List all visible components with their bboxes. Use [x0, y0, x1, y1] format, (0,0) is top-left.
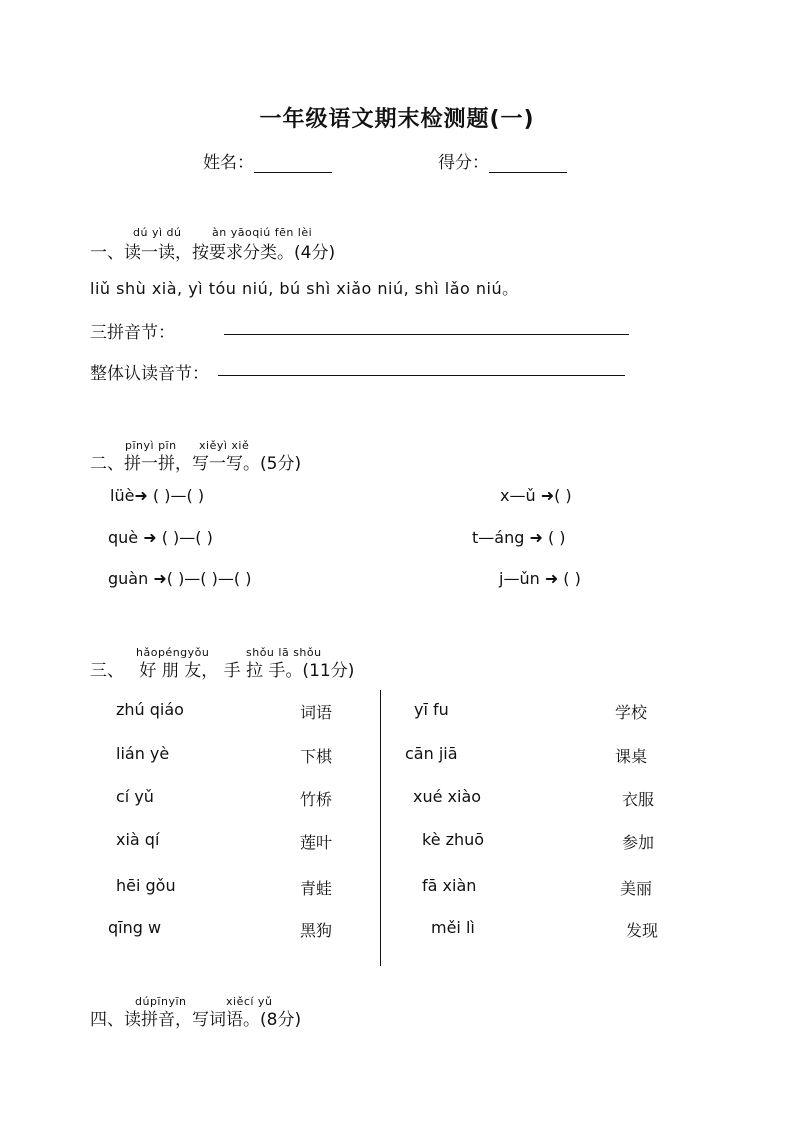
column-divider — [380, 690, 381, 966]
score-field — [438, 148, 567, 173]
section4-pinyin-du: dúpīnyīn — [135, 995, 187, 1008]
right-word: 衣服 — [622, 790, 655, 809]
section2-item-3: què ➜ ( )—( ) — [108, 528, 213, 547]
section1-sentence: liǔ shù xià, yì tóu niú, bú shì xiǎo niú, shì lǎo niú。 — [90, 279, 519, 298]
name-field — [203, 148, 332, 173]
section4-pinyin-xie: xiěcí yǔ — [226, 995, 273, 1008]
right-pinyin: cān jiā — [405, 744, 458, 763]
section3-heading-tail: 。(11分) — [285, 661, 355, 681]
section4-heading: 四、读拼音，写词语。(8分) — [90, 1010, 302, 1030]
section1-row2-blank[interactable] — [218, 375, 625, 376]
section1-row1-blank[interactable] — [224, 334, 629, 335]
left-pinyin: xià qí — [116, 830, 160, 849]
section2-item-2: x—ǔ ➜( ) — [500, 486, 572, 505]
section2-item-1: lüè➜ ( )—( ) — [110, 486, 205, 505]
right-pinyin: yī fu — [414, 700, 449, 719]
left-word: 词语 — [300, 703, 333, 722]
section1-pinyin-du: dú yì dú — [133, 226, 182, 239]
left-pinyin: zhú qiáo — [116, 700, 184, 719]
section1-pinyin-an: àn yāoqiú fēn lèi — [212, 226, 313, 239]
section2-item-4: t—áng ➜ ( ) — [472, 528, 566, 547]
section2-item-5: guàn ➜( )—( )—( ) — [108, 569, 252, 588]
left-pinyin: lián yè — [116, 744, 170, 763]
section2-pinyin-xie: xiěyì xiě — [199, 439, 250, 452]
left-word: 莲叶 — [300, 833, 333, 852]
name-label: 姓名： — [203, 153, 254, 173]
page-title: 一年级语文期末检测题(一) — [259, 107, 535, 132]
right-word: 学校 — [615, 703, 648, 722]
right-pinyin: xué xiào — [413, 787, 482, 806]
left-word: 黑狗 — [300, 921, 333, 940]
section2-heading: 二、拼一拼，写一写。(5分) — [90, 454, 302, 474]
left-pinyin: qīng w — [108, 918, 162, 937]
section1-heading: 一、读一读，按要求分类。(4分) — [90, 243, 336, 263]
section3-heading — [90, 656, 354, 681]
left-word: 下棋 — [300, 747, 333, 766]
score-label: 得分： — [438, 153, 489, 173]
left-pinyin: cí yǔ — [116, 787, 154, 806]
name-blank[interactable] — [254, 154, 332, 173]
section2-pinyin-pin: pīnyì pīn — [125, 439, 177, 452]
right-word: 课桌 — [615, 747, 648, 766]
right-pinyin: měi lì — [431, 918, 475, 937]
score-blank[interactable] — [489, 154, 567, 173]
section3-heading-words: 好 朋 友， 手 拉 手 — [139, 661, 286, 681]
right-pinyin: fā xiàn — [422, 876, 477, 895]
right-word: 参加 — [622, 833, 655, 852]
left-pinyin: hēi gǒu — [116, 876, 176, 895]
section3-pinyin-shou: shǒu lā shǒu — [246, 646, 322, 659]
section2-item-6: j—ǔn ➜ ( ) — [499, 569, 581, 588]
right-word: 发现 — [626, 921, 659, 940]
section1-row2-label: 整体认读音节： — [90, 364, 209, 384]
section1-row1-label: 三拼音节： — [90, 323, 175, 343]
section3-heading-lead: 三、 — [90, 661, 124, 681]
section3-pinyin-hao: hǎopéngyǒu — [136, 646, 210, 659]
right-word: 美丽 — [620, 879, 653, 898]
left-word: 青蛙 — [300, 879, 333, 898]
right-pinyin: kè zhuō — [422, 830, 485, 849]
left-word: 竹桥 — [300, 790, 333, 809]
